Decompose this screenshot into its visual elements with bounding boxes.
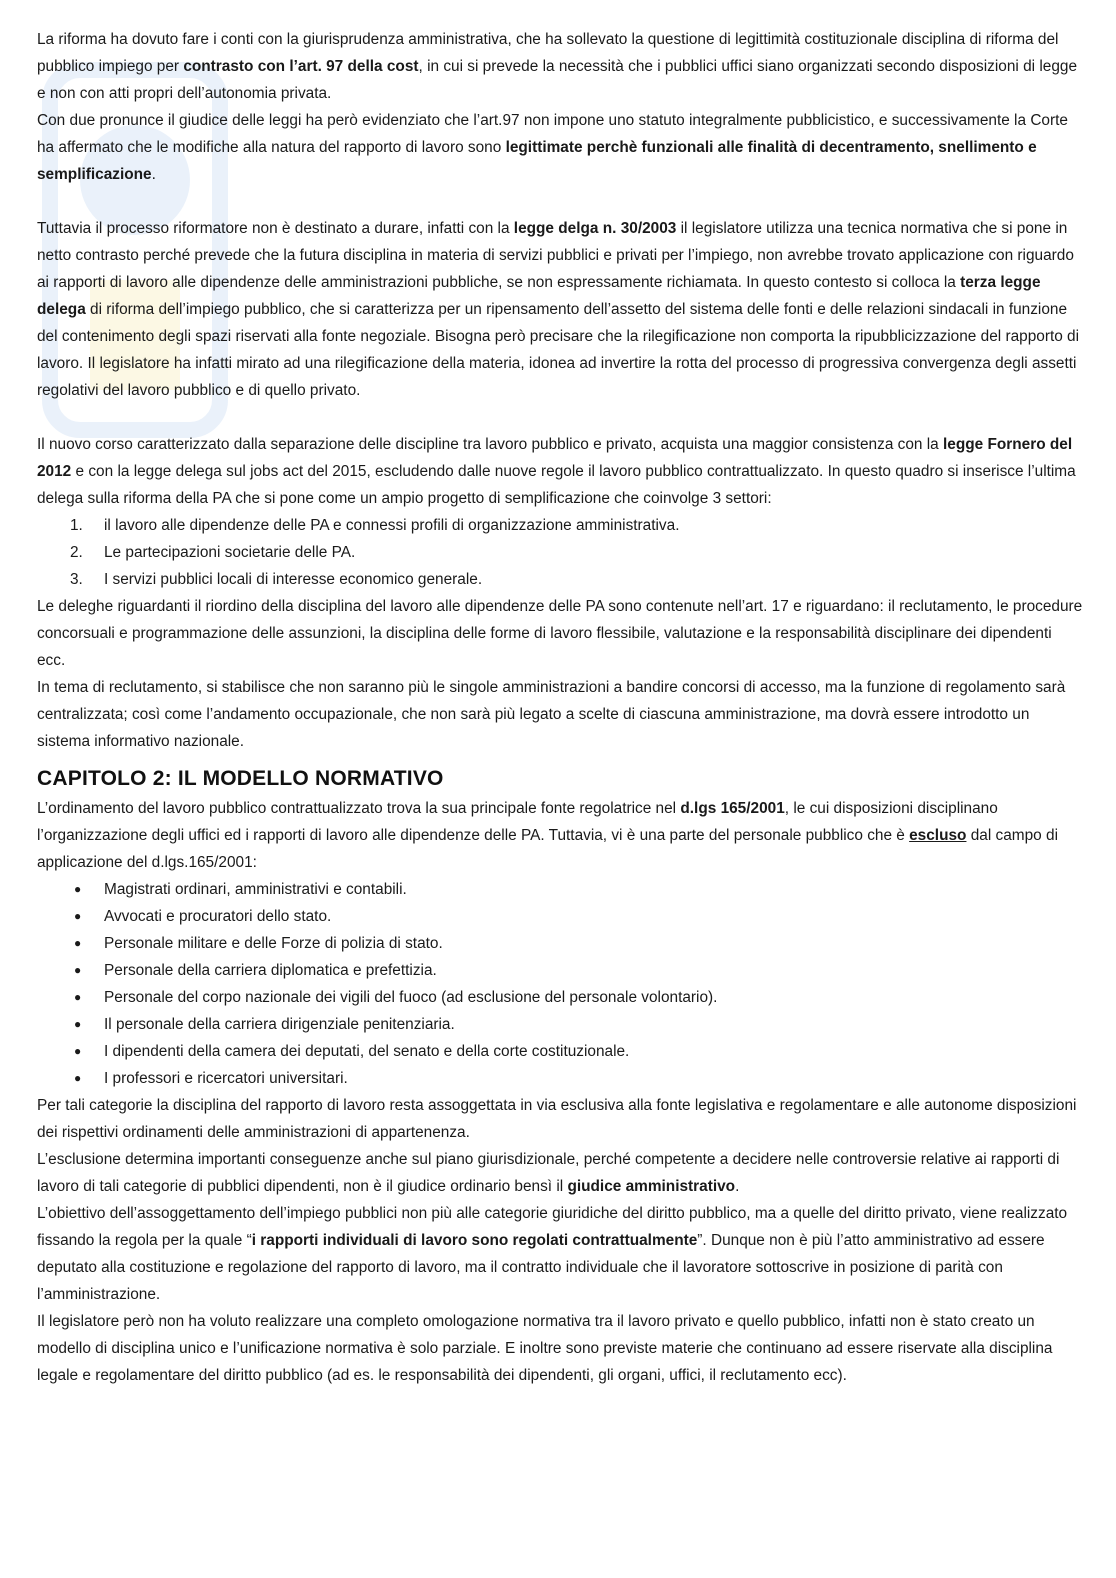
paragraph-legislatore: Il legislatore però non ha voluto realizzare una completo omologazione normativa tra il lavoro privato e quello pubblico, infatti non è stato creato un modello di disciplina unico e l’unificazione normativa è solo parziale. E inoltre sono previste materie che continuano ad essere riservate alla disciplina legale e regolamentare del diritto pubblico (ad es. le responsabilità dei dipendenti, gli organi, uffici, il reclutamento ecc). [37, 1313, 1053, 1384]
paragraph-deleghe: Le deleghe riguardanti il riordino della disciplina del lavoro alle dipendenze delle PA sono contenute nell’art. 17 e riguardano: il reclutamento, le procedure concorsuali e programmazione delle assunzioni, la disciplina delle forme di lavoro flessibile, valutazione e la responsabilità disciplinare dei dipendenti ecc. [37, 598, 1083, 669]
bullet-dot-icon: ● [74, 1017, 82, 1031]
list-item: 1. il lavoro alle dipendenze delle PA e connessi profili di organizzazione amministrativa. [70, 517, 680, 534]
list-item: ● Magistrati ordinari, amministrativi e contabili. [37, 876, 1083, 903]
paragraph-pronunce: Con due pronunce il giudice delle leggi ha però evidenziato che l’art.97 non impone uno statuto integralmente pubblicistico, e successivamente la Corte ha affermato che le modifiche alla natura del rapporto di lavoro sono legittimate perchè funzionali alle finalità di decentramento, snellimento e semplificazione. [37, 112, 1068, 183]
paragraph-processo-riformatore: Tuttavia il processo riformatore non è destinato a durare, infatti con la legge delga n. 30/2003 il legislatore utilizza una tecnica normativa che si pone in netto contrasto perché prevede che la futura disciplina in materia di servizi pubblici e privati per l’impiego, non avrebbe trovato applicazione con riguardo ai rapporti di lavoro alle dipendenze delle amministrazioni pubbliche, se non espressamente richiamata. In questo contesto si colloca la terza legge delega di riforma dell’impiego pubblico, che si caratterizza per un ripensamento dell’assetto del sistema delle fonti e delle relazioni sindacali in funzione del contenimento degli spazi riservati alla fonte negoziale. Bisogna però precisare che la rilegificazione non comporta la ripubblicizzazione del rapporto di lavoro. Il legislatore ha infatti mirato ad una rilegificazione della materia, idonea ad invertire la rotta del processo di progressiva convergenza degli assetti regolativi del lavoro pubblico e di quello privato. [37, 220, 1080, 399]
paragraph-obiettivo: L’obiettivo dell’assoggettamento dell’impiego pubblici non più alle categorie giuridiche del diritto pubblico, ma a quelle del diritto privato, viene realizzato fissando la regola per la quale “i rapporti individuali di lavoro sono regolati contrattualmente”. Dunque non è più l’atto amministrativo ad essere deputato alla costituzione e regolazione del rapporto di lavoro, ma il contratto individuale che il lavoratore sottoscrive in posizione di parità con l’amministrazione. [37, 1205, 1068, 1303]
list-item: ● Personale del corpo nazionale dei vigili del fuoco (ad esclusione del personale volontario). [37, 984, 1083, 1011]
list-item: ● I professori e ricercatori universitari. [37, 1065, 1083, 1092]
bullet-dot-icon: ● [74, 990, 82, 1004]
list-item: ● Personale militare e delle Forze di polizia di stato. [37, 930, 1083, 957]
list-item: ● Avvocati e procuratori dello stato. [37, 903, 1083, 930]
list-item: ● Personale della carriera diplomatica e prefettizia. [37, 957, 1083, 984]
document-page [37, 26, 1083, 1389]
bullet-dot-icon: ● [74, 909, 82, 923]
paragraph-categorie: Per tali categorie la disciplina del rapporto di lavoro resta assoggettata in via esclusiva alla fonte legislativa e regolamentare e alle autonome disposizioni dei rispettivi ordinamenti delle amministrazioni di appartenenza. [37, 1097, 1077, 1141]
paragraph-ordinamento: L’ordinamento del lavoro pubblico contrattualizzato trova la sua principale fonte regolatrice nel d.lgs 165/2001, le cui disposizioni disciplinano l’organizzazione degli uffici ed i rapporti di lavoro alle dipendenze delle PA. Tuttavia, vi è una parte del personale pubblico che è escluso dal campo di applicazione del d.lgs.165/2001: [37, 800, 1058, 871]
list-item: 3. I servizi pubblici locali di interesse economico generale. [70, 571, 483, 588]
bullet-dot-icon: ● [74, 1071, 82, 1085]
bullet-dot-icon: ● [74, 882, 82, 896]
numbered-list-settori [37, 512, 1083, 593]
chapter-heading: CAPITOLO 2: IL MODELLO NORMATIVO [37, 767, 444, 790]
list-item: ● I dipendenti della camera dei deputati, del senato e della corte costituzionale. [37, 1038, 1083, 1065]
paragraph-reclutamento: In tema di reclutamento, si stabilisce che non saranno più le singole amministrazioni a bandire concorsi di accesso, ma la funzione di regolamento sarà centralizzata; così come l’andamento occupazionale, che non sarà più legato a scelte di ciascuna amministrazione, ma dovrà essere introdotto un sistema informativo nazionale. [37, 679, 1066, 750]
bullet-dot-icon: ● [74, 1044, 82, 1058]
bullet-dot-icon: ● [74, 963, 82, 977]
bullet-list-esclusi [37, 876, 1083, 1092]
paragraph-riforma: La riforma ha dovuto fare i conti con la giurisprudenza amministrativa, che ha sollevato la questione di legittimità costituzionale disciplina di riforma del pubblico impiego per contrasto con l’art. 97 della cost, in cui si prevede la necessità che i pubblici uffici siano organizzati secondo disposizioni di legge e non con atti propri dell’autonomia privata. [37, 31, 1078, 102]
paragraph-nuovo-corso: Il nuovo corso caratterizzato dalla separazione delle discipline tra lavoro pubblico e privato, acquista una maggior consistenza con la legge Fornero del 2012 e con la legge delega sul jobs act del 2015, escludendo dalle nuove regole il lavoro pubblico contrattualizzato. In questo quadro si inserisce l’ultima delega sulla riforma della PA che si pone come un ampio progetto di semplificazione che coinvolge 3 settori: [37, 436, 1076, 507]
paragraph-esclusione: L’esclusione determina importanti conseguenze anche sul piano giurisdizionale, perché competente a decidere nelle controversie relative ai rapporti di lavoro di tali categorie di pubblici dipendenti, non è il giudice ordinario bensì il giudice amministrativo. [37, 1151, 1060, 1195]
bullet-dot-icon: ● [74, 936, 82, 950]
list-item: ● Il personale della carriera dirigenziale penitenziaria. [37, 1011, 1083, 1038]
list-item: 2. Le partecipazioni societarie delle PA. [70, 544, 356, 561]
